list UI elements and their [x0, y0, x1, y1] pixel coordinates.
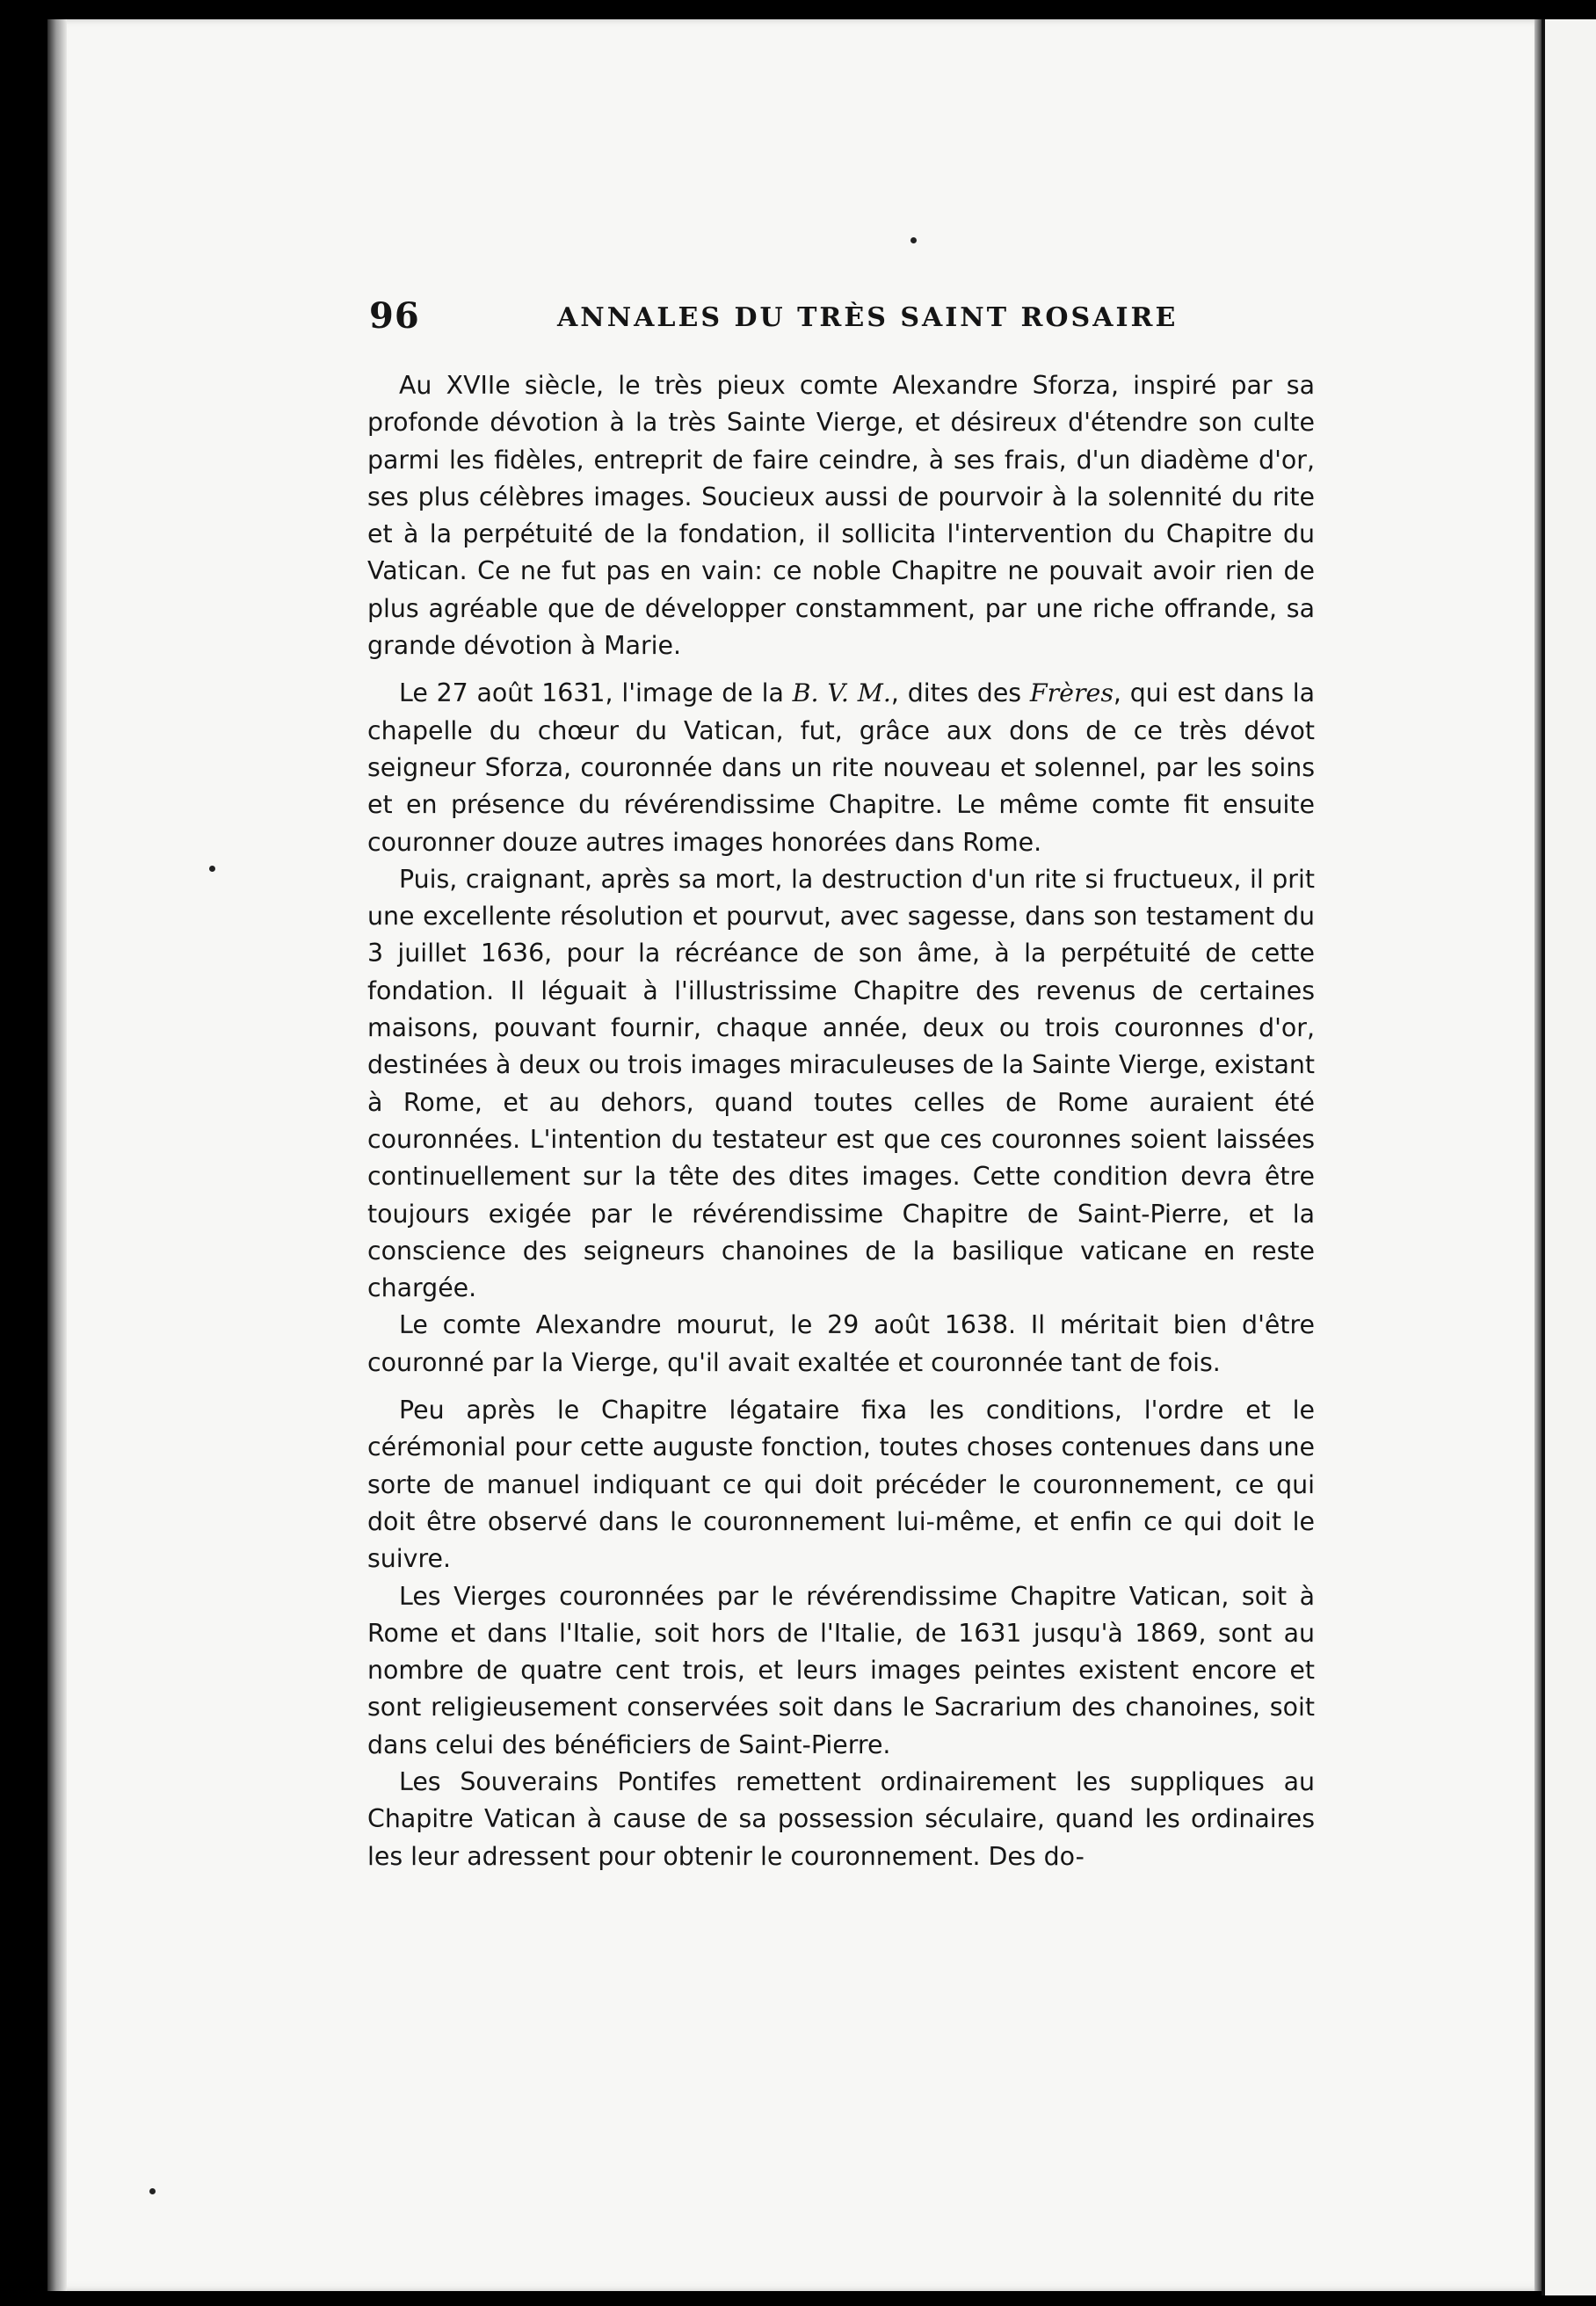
paragraph-5: Peu après le Chapitre légataire fixa les conditions, l'ordre et le cérémonial pour cette auguste fonction, toutes choses contenues dans une sorte de manuel indiquant ce qui doit précéder le couronnement, ce qui doit être observé dans le couronnement lui-même, et enfin ce qui doit le suivre.: [367, 1396, 1315, 1574]
paragraph-2-italic-bvm: B. V. M.: [792, 678, 891, 708]
ink-speck: [149, 2188, 156, 2194]
paragraph-7: Les Souverains Pontifes remettent ordinairement les suppliques au Chapitre Vatican à cause de sa possession séculaire, quand les ordinaires les leur adressent pour obtenir le couronnement. Des do-: [367, 1766, 1315, 1871]
paragraph-2-middle: , dites des: [890, 678, 1030, 708]
ink-speck: [209, 866, 215, 872]
page-gutter-shadow: [47, 19, 67, 2291]
paragraph-6: Les Vierges couronnées par le révérendissime Chapitre Vatican, soit à Rome et dans l'Italie, soit hors de l'Italie, de 1631 jusqu'à 1869, sont au nombre de quatre cent trois, et leurs images peintes existent encore et sont religieusement conservées soit dans le Sacrarium des chanoines, soit dans celui des bénéficiers de Saint-Pierre.: [367, 1581, 1315, 1759]
paragraph-2: [367, 675, 1315, 860]
paragraph-1: Au XVIIe siècle, le très pieux comte Alexandre Sforza, inspiré par sa profonde dévotion à la très Sainte Vierge, et désireux d'étendre son culte parmi les fidèles, entreprit de faire ceindre, à ses frais, d'un diadème d'or, ses plus célèbres images. Soucieux aussi de pourvoir à la solennité du rite et à la perpétuité de la fondation, il sollicita l'intervention du Chapitre du Vatican. Ce ne fut pas en vain: ce noble Chapitre ne pouvait avoir rien de plus agréable que de développer constamment, par une riche offrande, sa grande dévotion à Marie.: [367, 371, 1315, 661]
paragraph-2-italic-freres: Frères: [1029, 678, 1114, 708]
paragraph-2-start: Le 27 août 1631, l'image de la: [399, 678, 793, 708]
facing-page-edge: [1542, 19, 1596, 2295]
paragraph-2-end: , qui est dans la chapelle du chœur du Vatican, fut, grâce aux dons de ce très dévot seigneur Sforza, couronnée dans un rite nouveau et solennel, par les soins et en présence du révérendissime Chapitre. Le même comte fit ensuite couronner douze autres images honorées dans Rome.: [367, 678, 1315, 857]
page-header: [369, 295, 1318, 348]
page-number: 96: [369, 295, 420, 337]
paragraph-3: Puis, craignant, après sa mort, la destruction d'un rite si fructueux, il prit une excellente résolution et pourvut, avec sagesse, dans son testament du 3 juillet 1636, pour la récréance de son âme, à la perpétuité de cette fondation. Il léguait à l'illustrissime Chapitre des revenus de certaines maisons, pouvant fournir, chaque année, deux ou trois couronnes d'or, destinées à deux ou trois images miraculeuses de la Sainte Vierge, existant à Rome, et au dehors, quand toutes celles de Rome auraient été couronnées. L'intention du testateur est que ces couronnes soient laissées continuellement sur la tête des dites images. Cette condition devra être toujours exigée par le révérendissime Chapitre de Saint-Pierre, et la conscience des seigneurs chanoines de la basilique vaticane en reste chargée.: [367, 864, 1316, 1303]
paragraph-4: Le comte Alexandre mourut, le 29 août 1638. Il méritait bien d'être couronné par la Vierge, qu'il avait exaltée et couronnée tant de fois.: [367, 1310, 1315, 1377]
body-text: [367, 367, 1315, 1875]
running-title: ANNALES DU TRÈS SAINT ROSAIRE: [557, 302, 1179, 333]
ink-speck: [910, 237, 917, 243]
